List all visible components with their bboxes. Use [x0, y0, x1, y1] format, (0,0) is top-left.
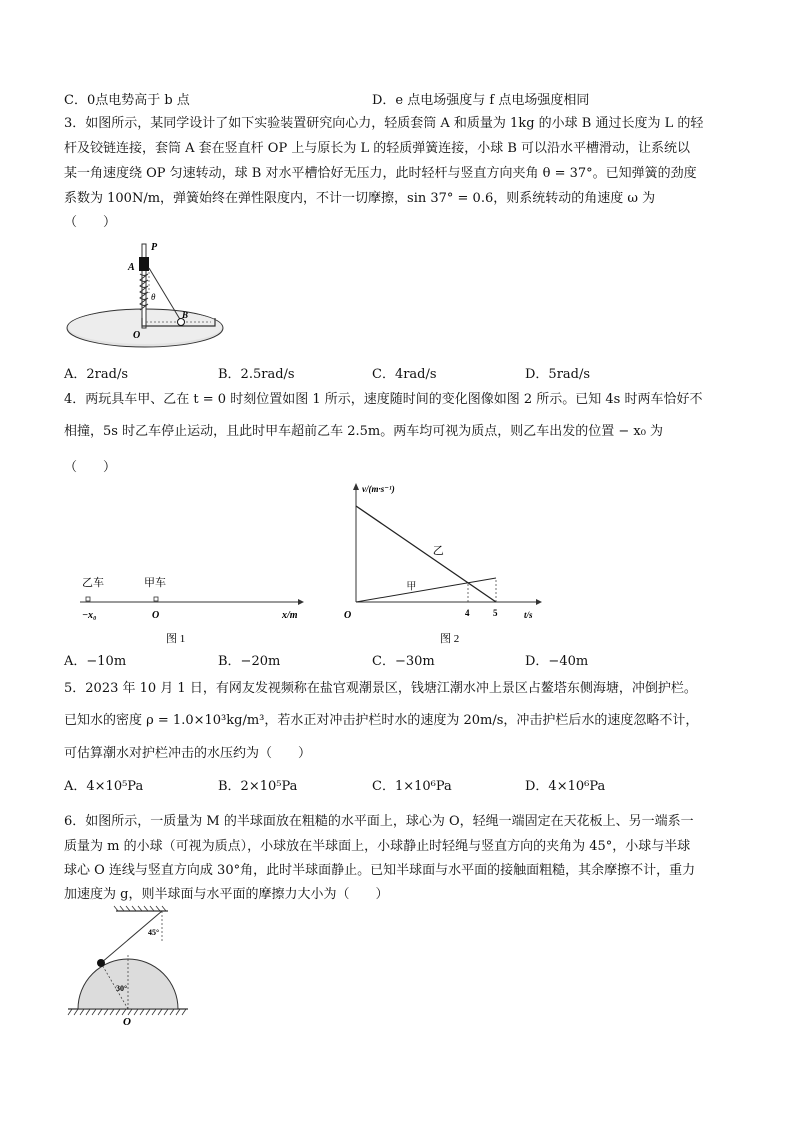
label-axis-x: x/m [282, 610, 298, 621]
q5-line-3: 可估算潮水对护栏冲击的水压约为（ ） [64, 746, 312, 761]
q5-option-b[interactable]: B．2×10⁵Pa [218, 779, 298, 794]
series-line-1 [356, 578, 496, 602]
q3-line-4: 系数为 100N/m，弹簧始终在弹性限度内，不计一切摩擦，sin 37° = 0.6，则系统转动的角速度 ω 为 [64, 191, 656, 206]
q4-line-2: 相撞，5s 时乙车停止运动，且此时甲车超前乙车 2.5m。两车均可视为质点，则乙车出发的位置 − x₀ 为 [64, 424, 664, 439]
series-label-yi: 乙 [432, 544, 444, 557]
caption-fig-2: 图 2 [440, 633, 460, 645]
series-line-0 [356, 506, 496, 602]
q4-answer-paren: （ ） [64, 460, 117, 475]
q3-line-1: 3．如图所示，某同学设计了如下实验装置研究向心力，轻质套筒 A 和质量为 1kg 的小球 B 通过长度为 L 的轻 [64, 116, 704, 131]
q6-line-1: 6．如图所示，一质量为 M 的半球面放在粗糙的水平面上，球心为 O，轻绳一端固定在天花板上、另一端系一 [64, 814, 694, 829]
q6-line-3: 球心 O 连线与竖直方向成 30°角，此时半球面静止。已知半球面与水平面的接触面粗糙，其余摩擦不计，重力 [64, 863, 696, 878]
q3-option-c[interactable]: C．4rad/s [372, 367, 437, 382]
q4-vt-chart [340, 478, 555, 646]
option-d-prev: D．e 点电场强度与 f 点电场强度相同 [372, 93, 590, 108]
tick-label-5: 5 [493, 608, 498, 618]
label-45: 45° [148, 928, 160, 937]
q5-line-2: 已知水的密度 ρ = 1.0×10³kg/m³，若水正对冲击护栏时水的速度为 20m/s，冲击护栏后水的速度忽略不计， [64, 713, 699, 728]
q6-line-4: 加速度为 g，则半球面与水平面的摩擦力大小为（ ） [64, 887, 389, 902]
q5-option-c[interactable]: C．1×10⁶Pa [372, 779, 452, 794]
label-car-jia: 甲车 [144, 577, 166, 589]
q6-figure [64, 905, 194, 1035]
q4-option-d[interactable]: D．−40m [525, 654, 589, 669]
small-ball [97, 959, 105, 967]
chart-origin: O [344, 610, 352, 621]
label-origin: O [152, 610, 160, 621]
q3-option-a[interactable]: A．2rad/s [64, 367, 128, 382]
car-yi-marker [86, 597, 90, 601]
q3-option-d[interactable]: D．5rad/s [525, 367, 591, 382]
q4-option-b[interactable]: B．−20m [218, 654, 281, 669]
q3-option-b[interactable]: B．2.5rad/s [218, 367, 295, 382]
q4-line-1: 4．两玩具车甲、乙在 t = 0 时刻位置如图 1 所示，速度随时间的变化图像如图 2 所示。已知 4s 时两车恰好不 [64, 392, 703, 407]
series-label-jia: 甲 [406, 581, 417, 593]
chart-xlabel: t/s [524, 610, 533, 620]
chart-ylabel: v/(m·s⁻¹) [362, 484, 395, 494]
caption-fig-1: 图 1 [166, 633, 186, 645]
q3-line-2: 杆及铰链连接，套筒 A 套在竖直杆 OP 上与原长为 L 的轻质弹簧连接，小球 B 可以沿水平槽滑动，让系统以 [64, 141, 691, 156]
q6-line-2: 质量为 m 的小球（可视为质点），小球放在半球面上，小球静止时轻绳与竖直方向的夹角为 45°，小球与半球 [64, 839, 691, 854]
label-o: O [123, 1016, 131, 1028]
label-car-yi: 乙车 [82, 577, 104, 589]
q3-figure [60, 238, 230, 348]
q4-option-a[interactable]: A．−10m [64, 654, 127, 669]
label-theta: θ [151, 292, 156, 302]
q5-option-d[interactable]: D．4×10⁶Pa [525, 779, 606, 794]
q3-answer-paren: （ ） [64, 215, 117, 230]
label-o: O [133, 330, 141, 341]
label-b: B [182, 310, 189, 320]
q5-line-1: 5．2023 年 10 月 1 日，有网友发视频称在盐官观潮景区，钱塘江潮水冲上景区占鳌塔东侧海塘，冲倒护栏。 [64, 681, 697, 696]
tick-label-4: 4 [465, 608, 470, 618]
label-a: A [128, 262, 135, 273]
rope [101, 911, 162, 963]
sleeve-a [139, 257, 149, 271]
label-30: 30° [116, 984, 128, 993]
label-p: P [151, 242, 158, 253]
q3-line-3: 某一角速度绕 OP 匀速转动，球 B 对水平槽恰好无压力，此时轻杆与竖直方向夹角 θ = 37°。已知弹簧的劲度 [64, 166, 697, 181]
q4-option-c[interactable]: C．−30m [372, 654, 435, 669]
q4-figure-1 [76, 568, 306, 648]
q5-option-a[interactable]: A．4×10⁵Pa [64, 779, 144, 794]
option-c-prev: C．0点电势高于 b 点 [64, 93, 190, 108]
car-jia-marker [154, 597, 158, 601]
label-x0: −x₀ [82, 610, 97, 621]
vertical-rod [142, 244, 146, 328]
